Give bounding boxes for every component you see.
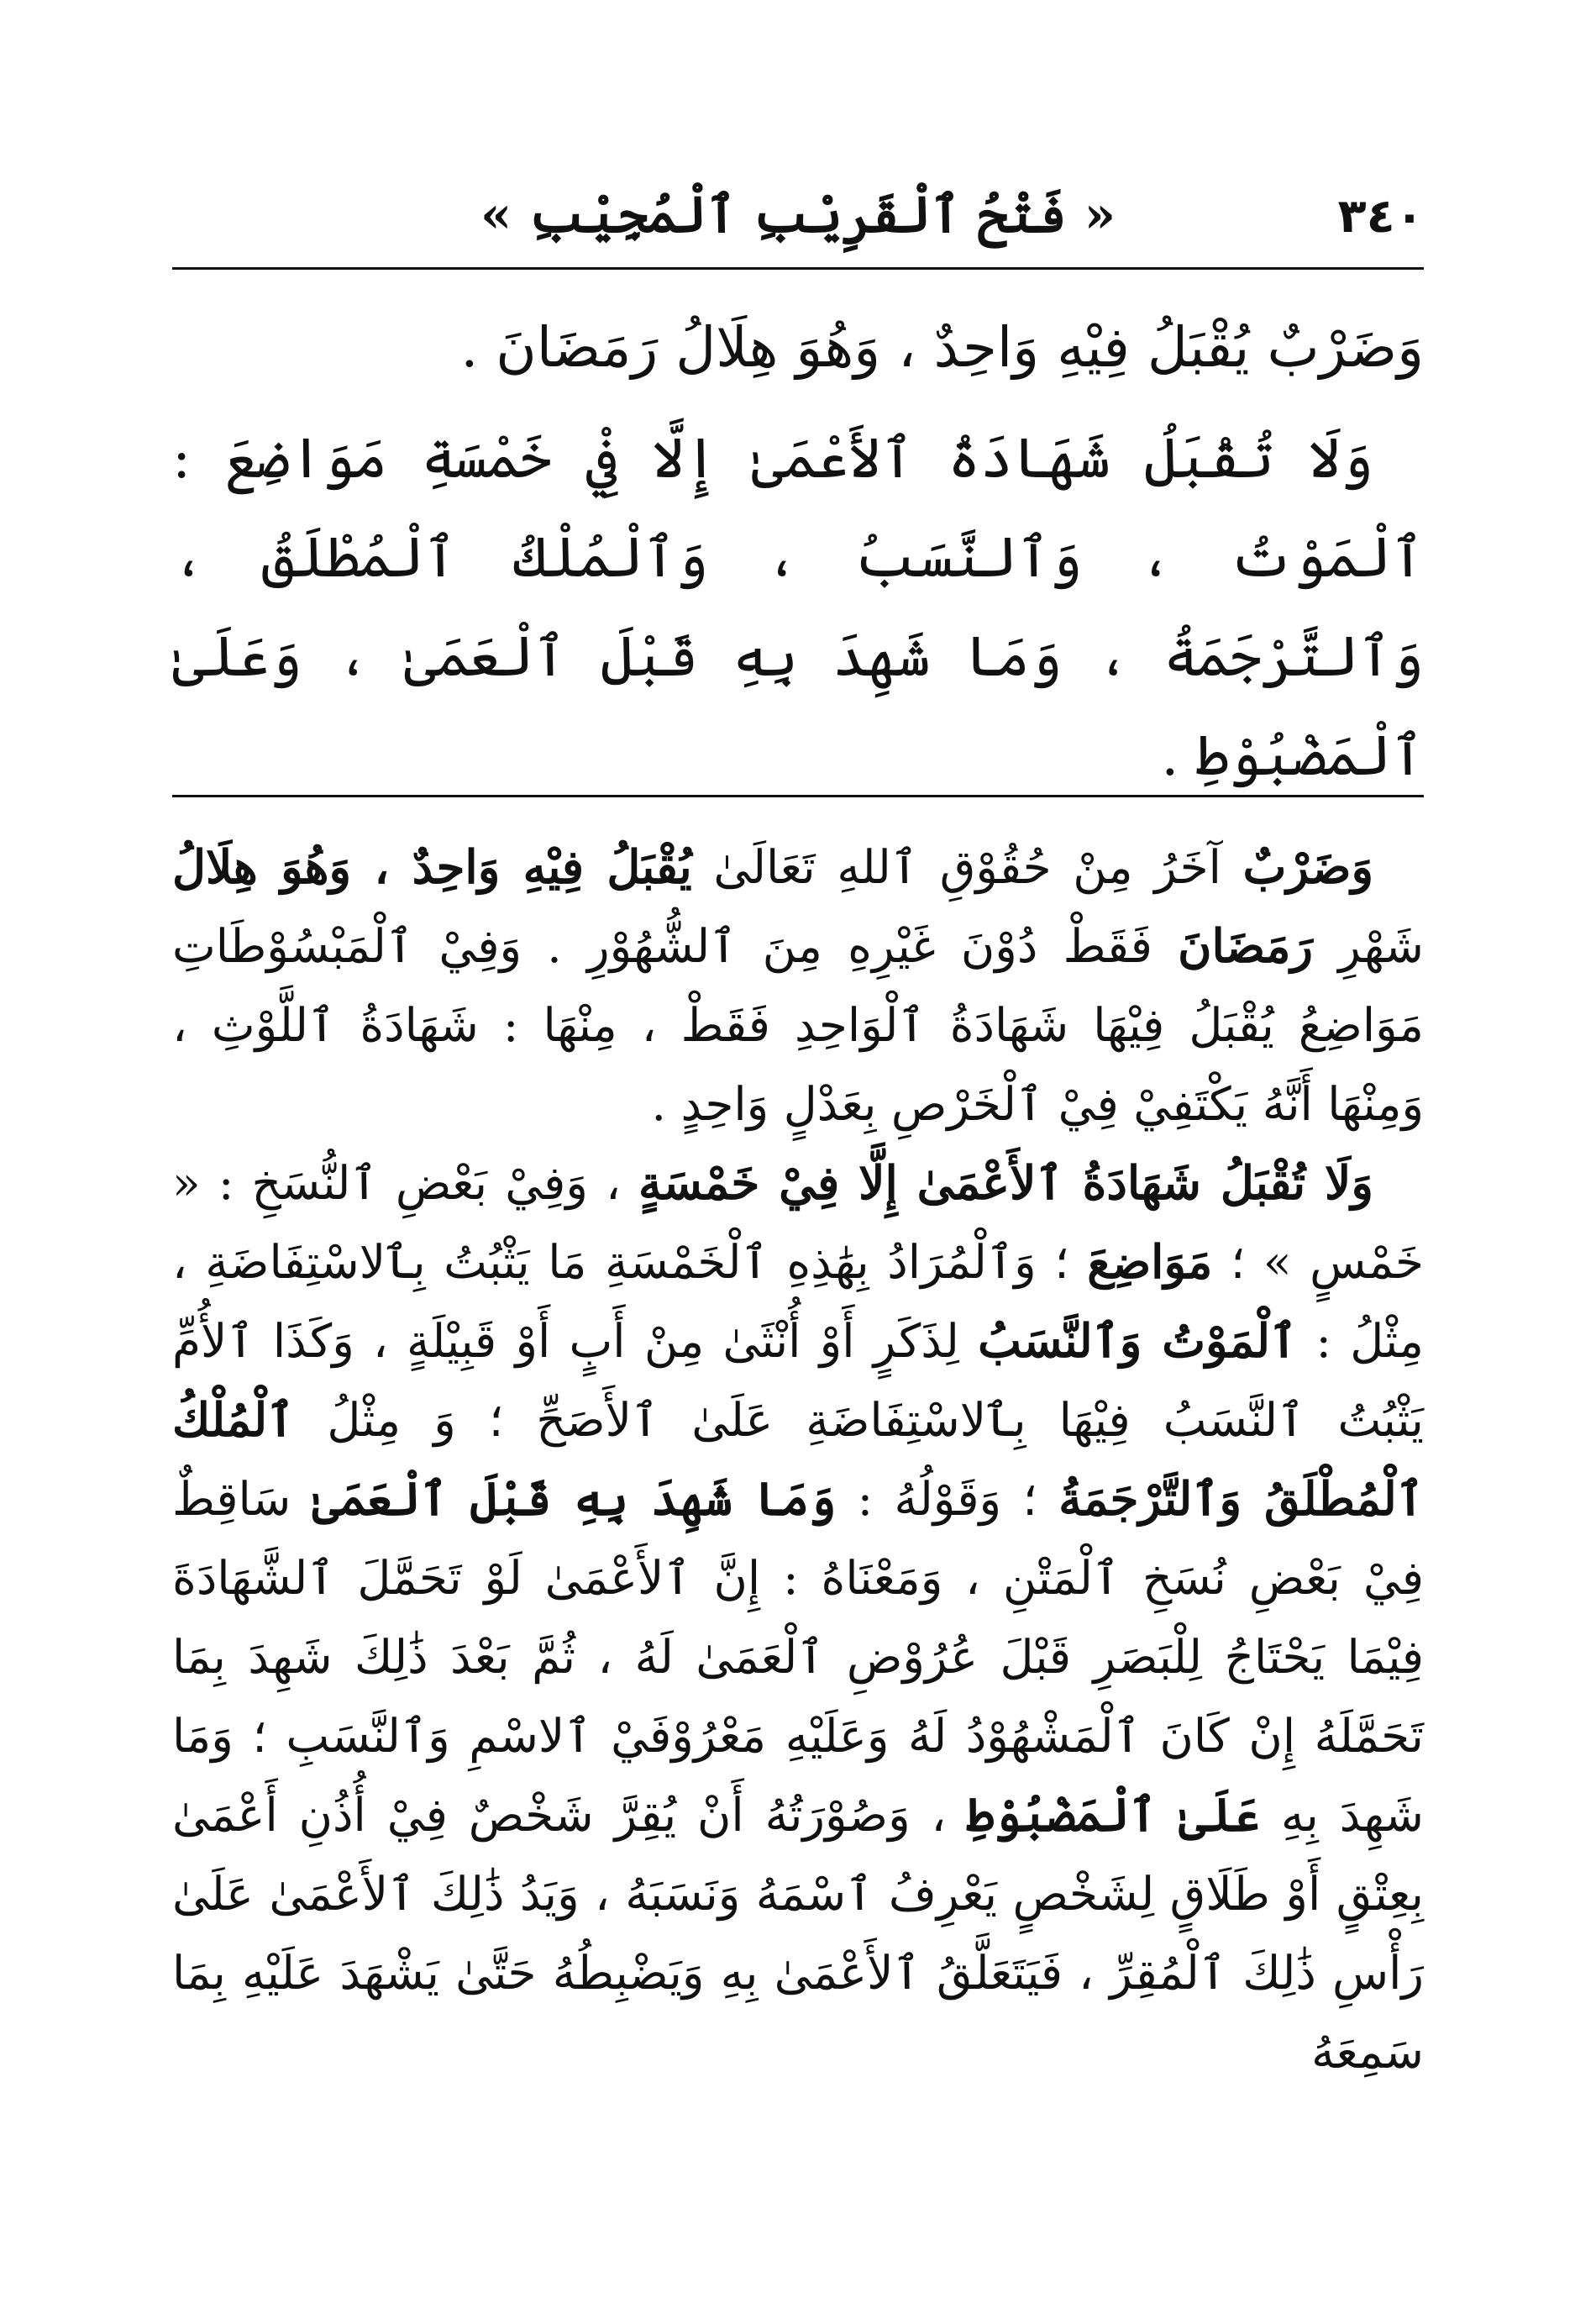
- commentary-text: فَقَطْ دُوْنَ غَيْرِهِ مِنَ ٱلشُّهُوْرِ . وَفِيْ ٱلْمَبْسُوْطَاتِ مَوَاضِعُ يُقْبَلُ فِيْهَا شَهَادَةُ ٱلْوَاحِدِ فَقَطْ ، مِنْهَا : شَهَادَةُ ٱللَّوْثِ ، وَمِنْهَا أَنَّهُ يَكْتَفِيْ فِيْ ٱلْخَرْصِ بِعَدْلٍ وَاحِدٍ .: [172, 919, 1424, 1131]
- matn-paragraph-2: وَلَا تُقْبَلُ شَهَادَةُ ٱلأَعْمَىٰ إِلَّا فِيْ خَمْسَةِ مَوَاضِعَ : ٱلْمَوْتُ ، وَٱلنَّسَبُ ، وَٱلْمُلْكُ ٱلْمُطْلَقُ ، وَٱلتَّرْجَمَةُ ، وَمَا شَهِدَ بِهِ قَبْلَ ٱلْعَمَىٰ ، وَعَلَىٰ ٱلْمَضْبُوْطِ .: [172, 426, 1424, 788]
- quoted-matn: ٱلْمَوْتُ وَٱلنَّسَبُ: [978, 1313, 1298, 1368]
- quoted-matn: وَلَا تُقْبَلُ شَهَادَةُ ٱلأَعْمَىٰ إِلَّا فِيْ خَمْسَةٍ: [638, 1155, 1373, 1210]
- commentary-text: آخَرُ مِنْ حُقُوْقِ ٱللهِ تَعَالَىٰ: [691, 840, 1243, 894]
- sharh-paragraph-2: [172, 1144, 1424, 2091]
- sharh-text: [172, 828, 1424, 2091]
- commentary-text: سَاقِطٌ فِيْ بَعْضِ نُسَخِ ٱلْمَتْنِ ، وَمَعْنَاهُ : إِنَّ ٱلأَعْمَىٰ لَوْ تَحَمَّلَ ٱلشَّهَادَةَ فِيْمَا يَحْتَاجُ لِلْبَصَرِ قَبْلَ عُرُوْضِ ٱلْعَمَىٰ لَهُ ، ثُمَّ بَعْدَ ذَٰلِكَ شَهِدَ بِمَا تَحَمَّلَهُ إِنْ كَانَ ٱلْمَشْهُوْدُ لَهُ وَعَلَيْهِ مَعْرُوْفَيْ ٱلاسْمِ وَٱلنَّسَبِ ؛ وَمَا شَهِدَ بِهِ: [172, 1472, 1424, 1842]
- matn-line-1: وَضَرْبٌ يُقْبَلُ فِيْهِ وَاحِدٌ ، وَهُوَ هِلَالُ رَمَضَانَ .: [460, 315, 1424, 380]
- commentary-text: ، وَفِيْ بَعْضِ ٱلنُّسَخِ : « خَمْسٍ » ؛: [172, 1156, 1424, 1289]
- running-title: « فَتْحُ ٱلْقَرِيْبِ ٱلْمُجِيْبِ »: [480, 186, 1116, 244]
- quoted-matn: ٱلْمُلْكُ ٱلْمُطْلَقُ وَٱلتَّرْجَمَةُ: [172, 1392, 1424, 1526]
- quoted-matn: وَمَا شَهِدَ بِهِ قَبْلَ ٱلْعَمَىٰ: [312, 1471, 837, 1526]
- sharh-paragraph-1: [172, 828, 1424, 1144]
- page-number: ٣٤٠: [1337, 189, 1424, 244]
- quoted-matn: يُقْبَلُ فِيْهِ وَاحِدٌ ، وَهُوَ هِلَالُ: [172, 839, 692, 894]
- commentary-text: ؛ وَقَوْلُهُ :: [836, 1472, 1059, 1526]
- commentary-text: شَهْرِ: [1313, 919, 1425, 973]
- quoted-matn: وَضَرْبٌ: [1242, 839, 1374, 894]
- header-divider: [172, 267, 1424, 270]
- commentary-text: ، وَصُوْرَتُهُ أَنْ يُقِرَّ شَخْصٌ فِيْ أُذُنِ أَعْمَىٰ بِعِتْقٍ أَوْ طَلَاقٍ لِشَخْصٍ يَعْرِفُ ٱسْمَهُ وَنَسَبَهُ ، وَيَدُ ذَٰلِكَ ٱلأَعْمَىٰ عَلَىٰ رَأْسِ ذَٰلِكَ ٱلْمُقِرِّ ، فَيَتَعَلَّقُ ٱلأَعْمَىٰ بِهِ وَيَضْبِطُهُ حَتَّىٰ يَشْهَدَ عَلَيْهِ بِمَا سَمِعَهُ: [172, 1788, 1424, 2079]
- page-header: [172, 172, 1424, 265]
- quoted-matn: رَمَضَانَ: [1178, 918, 1313, 973]
- commentary-text: ؛ وَٱلْمُرَادُ بِهَٰذِهِ ٱلْخَمْسَةِ مَا يَثْبُتُ بِٱلاسْتِفَاضَةِ ، مِثْلُ :: [172, 1235, 1424, 1368]
- quoted-matn: عَلَىٰ ٱلْمَضْبُوْطِ: [967, 1787, 1261, 1842]
- matn-sharh-divider: [172, 795, 1424, 797]
- commentary-text: لِذَكَرٍ أَوْ أُنْثَىٰ مِنْ أَبٍ أَوْ قَبِيْلَةٍ ، وَكَذَا ٱلأُمِّ يَثْبُتُ ٱلنَّسَبُ فِيْهَا بِٱلاسْتِفَاضَةِ عَلَىٰ ٱلأَصَحِّ ؛ وَ مِثْلُ: [172, 1314, 1424, 1447]
- matn-text: [172, 298, 1424, 806]
- quoted-matn: مَوَاضِعَ: [1087, 1234, 1213, 1289]
